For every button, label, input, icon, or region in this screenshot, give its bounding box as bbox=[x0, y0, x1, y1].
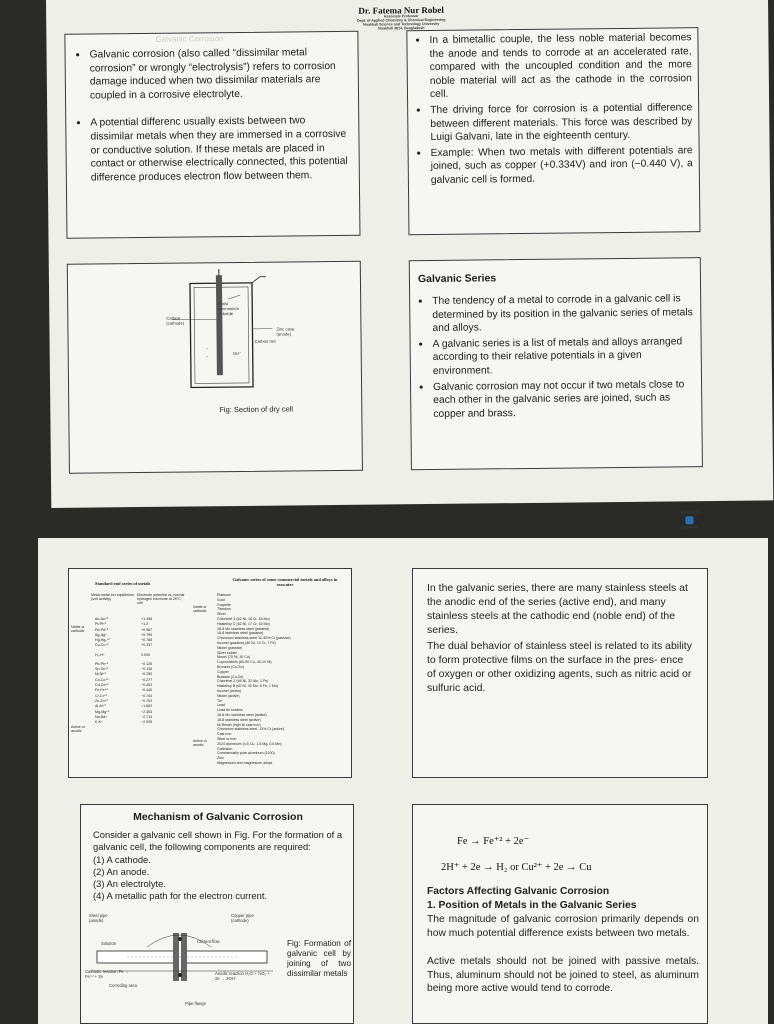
emf-row bbox=[95, 653, 189, 657]
label-ammonium-paste: Moist ammonium chloride bbox=[218, 301, 239, 317]
emf-metal: Pt-Pt⁺² bbox=[95, 622, 107, 627]
bullet-definition: • Galvanic corrosion (also called “dissimilar metal corrosion” or wrongly “electrolysis”) refers to corrosion damage induced when two dissimilar materials are coupled in a corrosive electrolyte. bbox=[76, 46, 351, 103]
series-row: Steel or iron bbox=[217, 736, 237, 741]
series-row: Chlorimet 3 (62 Ni, 18 Cr, 18 Mo) bbox=[217, 616, 270, 621]
emf-metal: Ag-Ag⁺ bbox=[95, 632, 107, 637]
series-row: 18-8 stainless steel (passive) bbox=[217, 631, 264, 636]
scanned-page-top bbox=[46, 0, 773, 529]
component-metallic-path: (4) A metallic path for the electron current. bbox=[93, 890, 268, 901]
factors-heading: Factors Affecting Galvanic Corrosion bbox=[427, 886, 610, 897]
series-row: Silver solder bbox=[217, 650, 237, 655]
series-noble-label: Noble or cathodic bbox=[193, 605, 207, 614]
emf-potential: −2.363 bbox=[141, 709, 153, 714]
emf-potential: +0.987 bbox=[141, 627, 153, 632]
series-row: Chromium stainless steel 11-30% Cr (passive) bbox=[217, 636, 291, 641]
emf-row bbox=[95, 720, 189, 724]
bullet-series-list: • A galvanic series is a list of metals and alloys arranged according to their relative potentials in a given environment. bbox=[419, 335, 695, 379]
emf-row bbox=[95, 643, 189, 647]
series-active-label: Active or anodic bbox=[193, 739, 207, 748]
dry-cell-caption: Fig: Section of dry cell bbox=[219, 404, 294, 415]
series-row: Lead bbox=[217, 703, 225, 708]
series-row: Ni-Resist (high Ni cast iron) bbox=[217, 722, 261, 727]
emf-row bbox=[95, 672, 189, 676]
emf-potential: −0.763 bbox=[141, 698, 153, 703]
emf-metal: Hg-Hg₂⁺² bbox=[95, 638, 110, 643]
bullet-anode-cathode: • In a bimetallic couple, the less noble material becomes the anode and tends to corrode at an accelerated rate, compared with the uncoupled condition and the more noble material will act as the cathode in the corrosion cell. bbox=[415, 31, 692, 102]
emf-metal: Ni-Ni⁺² bbox=[95, 672, 107, 677]
scanner-logo-icon bbox=[685, 517, 693, 525]
emf-row bbox=[95, 683, 189, 687]
author-address: Noakhali 3814, Bangladesh bbox=[378, 25, 425, 31]
slide-galvanic-series bbox=[409, 257, 703, 470]
series-row: Magnesium and magnesium alloys bbox=[217, 760, 273, 765]
author-department: Dept. of Applied Chemistry & Chemical Engineering bbox=[357, 18, 446, 23]
emf-active-label: Active or anodic bbox=[71, 725, 85, 734]
emf-metal: Zn-Zn⁺² bbox=[95, 698, 108, 703]
emf-row bbox=[95, 622, 189, 626]
emf-row bbox=[95, 662, 189, 666]
author-name: Dr. Fatema Nur Robel bbox=[358, 4, 444, 16]
scanned-page-bottom bbox=[38, 538, 768, 1024]
series-row: Silver bbox=[217, 612, 226, 617]
emf-header-metal: Metal-metal ion equilibrium (unit activity) bbox=[91, 593, 134, 602]
stainless-para-2: The dual behavior of stainless steel is related to its ability to form protective films on the surface in the pres- ence of oxygen or other oxidizing agents, such as nitric acid or sulfuric acid. bbox=[427, 640, 692, 694]
bullet-tendency: • The tendency of a metal to corrode in a galvanic cell is determined by its position in the galvanic series of metals and alloys. bbox=[418, 292, 694, 336]
author-university: Noakhali Science and Technology University bbox=[363, 21, 440, 27]
label-steel-anode: Steel pipe (anode) bbox=[89, 913, 108, 923]
series-row: Monel (70 Ni, 30 Cu) bbox=[217, 655, 251, 660]
emf-metal: K-K⁺ bbox=[95, 720, 103, 725]
series-row: Zinc bbox=[217, 756, 224, 761]
emf-metal: Cr-Cr⁺³ bbox=[95, 693, 107, 698]
series-row: Brasses (Cu-Zn) bbox=[217, 674, 244, 679]
stainless-para-1: In the galvanic series, there are many stainless steels at the anodic end of the series (active end), and many stainless steels at the cathodic end (noble end) of the series. bbox=[427, 582, 688, 636]
author-title: Associate Professor bbox=[383, 14, 419, 19]
emf-metal: Cd-Cd⁺² bbox=[95, 683, 109, 688]
emf-metal: H₂-H⁺ bbox=[95, 652, 105, 657]
slide-galvanic-definition bbox=[64, 31, 360, 239]
series-row: Graphite bbox=[217, 602, 231, 607]
label-corroding-area: Corroding area bbox=[109, 983, 137, 988]
mechanism-intro: Consider a galvanic cell shown in Fig. For the formation of a galvanic cell, the following components are required: bbox=[93, 829, 343, 852]
series-row: Nickel (active) bbox=[217, 693, 240, 698]
series-row: 18-8 Mo stainless steel (passive) bbox=[217, 626, 270, 631]
label-copper-cathode: Copper pipe (cathode) bbox=[231, 913, 254, 923]
slide-dry-cell bbox=[67, 261, 363, 474]
emf-row bbox=[95, 699, 189, 703]
emf-row bbox=[95, 688, 189, 692]
emf-potential: +1.2 bbox=[141, 622, 149, 627]
series-row: Inconel (active) bbox=[217, 688, 242, 693]
position-heading: 1. Position of Metals in the Galvanic Series bbox=[427, 900, 637, 911]
emf-potential: −0.744 bbox=[141, 693, 153, 698]
bullet-potential: • A potential differenc usually exists between two dissimilar metals when they are immersed in a corrosive or conductive solution. If these metals are placed in contact or otherwise electrically connected, this potential difference produces electron flow between them. bbox=[76, 114, 351, 185]
series-row: Titanium bbox=[217, 607, 231, 612]
active-passive-paragraph: Active metals should not be joined with passive metals. Thus, aluminum should not be joined to steel, as aluminum being more active would tend to corrode. bbox=[427, 956, 699, 995]
emf-potential: +0.799 bbox=[141, 632, 153, 637]
label-solution: Solution bbox=[101, 941, 117, 946]
emf-row bbox=[95, 638, 189, 642]
label-current-flow: Current flow bbox=[197, 939, 220, 944]
series-row: Tin bbox=[217, 698, 222, 703]
galvanic-series-rows bbox=[217, 593, 349, 766]
galvanic-series-title: Galvanic Series bbox=[417, 272, 497, 286]
label-anodic-reaction: Anodic reaction H₂O + ½O₂ + 2e → 2OH⁻ bbox=[215, 971, 270, 981]
author-header bbox=[341, 6, 461, 32]
emf-potential: −0.440 bbox=[141, 688, 153, 693]
emf-potential: 0.000 bbox=[141, 652, 150, 657]
emf-potential: −0.126 bbox=[141, 661, 153, 666]
emf-metal: Cu-Cu⁺² bbox=[95, 643, 109, 648]
series-row: Cast iron bbox=[217, 732, 232, 737]
emf-metal: Na-Na⁺ bbox=[95, 714, 108, 719]
pipe-diagram-caption: Fig: Formation of galvanic cell by joining of two dissimilar metals bbox=[287, 939, 351, 978]
series-row: Chromium stainless steel, 13% Cr (active) bbox=[217, 727, 284, 732]
emf-row bbox=[95, 633, 189, 637]
svg-text:→: → bbox=[204, 353, 209, 359]
emf-table-rows bbox=[95, 617, 189, 725]
series-row: Cadmium bbox=[217, 746, 233, 751]
emf-metal: Co-Co⁺² bbox=[95, 677, 109, 682]
label-carbon-cathode: Carbon (cathode) bbox=[166, 315, 185, 326]
slide-stainless-steel bbox=[412, 568, 708, 778]
component-anode: (2) An anode. bbox=[93, 866, 150, 877]
emf-potential: −0.250 bbox=[141, 672, 153, 677]
series-row: Platinum bbox=[217, 593, 231, 597]
emf-metal: Pd-Pd⁺² bbox=[95, 627, 109, 632]
emf-potential: +0.788 bbox=[141, 638, 153, 643]
emf-table-title: Standard emf series of metals bbox=[95, 581, 151, 586]
emf-metal: Au-Au⁺³ bbox=[95, 617, 109, 621]
emf-row bbox=[95, 628, 189, 632]
magnitude-paragraph: The magnitude of galvanic corrosion primarily depends on how much potential difference exists between two metals. bbox=[427, 914, 699, 939]
label-hydroxide: OH⁻ bbox=[232, 350, 242, 357]
emf-metal: Sn-Sn⁺² bbox=[95, 667, 109, 672]
iron-oxidation-equation: Fe → Fe⁺² + 2e⁻ bbox=[457, 836, 530, 847]
emf-header-potential: Electrode potential vs. normal hydrogen electrode at 25°C, volt bbox=[137, 593, 185, 606]
slide-factors bbox=[412, 804, 708, 1024]
faint-slide-title: Galvanic Corrosion bbox=[155, 34, 224, 44]
emf-potential: −0.403 bbox=[141, 683, 153, 688]
emf-metal: Fe-Fe⁺² bbox=[95, 688, 108, 693]
cathode-reaction-equation: 2H⁺ + 2e → H₂ or Cu²⁺ + 2e → Cu bbox=[441, 862, 592, 873]
emf-potential: −2.714 bbox=[141, 714, 153, 719]
series-row: 18-8 stainless steel (active) bbox=[217, 717, 261, 722]
emf-row bbox=[95, 617, 189, 621]
emf-row bbox=[95, 704, 189, 708]
galvanic-pipe-diagram bbox=[87, 917, 277, 1003]
series-row: Bronzes (Cu-Sn) bbox=[217, 664, 244, 669]
series-row: Inconel (passive) (80 Ni, 13 Cr, 7 Fe) bbox=[217, 640, 276, 645]
emf-potential: −0.136 bbox=[141, 667, 153, 672]
scanner-stamp: Scanned with CamScanner bbox=[680, 510, 699, 529]
bullet-example: • Example: When two metals with different potentials are joined, such as copper (+0.334V) and iron (−0.440 V), a galvanic cell is formed. bbox=[417, 144, 693, 188]
series-row: Gold bbox=[217, 597, 225, 602]
emf-potential: +1.498 bbox=[141, 617, 153, 621]
series-row: Hastelloy C (62 Ni, 17 Cr, 15 Mo) bbox=[217, 621, 270, 626]
series-row: Nickel (passive) bbox=[217, 645, 243, 650]
component-cathode: (1) A cathode. bbox=[93, 854, 151, 865]
svg-text:→: → bbox=[204, 345, 209, 351]
label-cathodic-reaction: Cathodic reaction Fe → Fe⁺² + 2e bbox=[85, 969, 129, 979]
emf-row bbox=[95, 715, 189, 719]
slide-mechanism bbox=[80, 804, 354, 1024]
emf-row bbox=[95, 694, 189, 698]
series-row: 18-8 Mo stainless steel (active) bbox=[217, 712, 267, 717]
emf-metal: Pb-Pb⁺² bbox=[95, 661, 109, 666]
label-carbon-rod: Carbon rod bbox=[254, 338, 276, 344]
series-row: Cupronickels (60-90 Cu, 40-10 Ni) bbox=[217, 660, 272, 665]
emf-noble-label: Noble or cathodic bbox=[71, 625, 85, 634]
mechanism-title: Mechanism of Galvanic Corrosion bbox=[133, 811, 303, 823]
series-row: Copper bbox=[217, 669, 229, 674]
series-row: Commercially pure aluminum (1100) bbox=[217, 751, 275, 756]
bullet-close-metals: • Galvanic corrosion may not occur if two metals close to each other in the galvanic series are joined, such as copper and brass. bbox=[419, 378, 695, 422]
label-zinc-anode: Zinc case (anode) bbox=[276, 326, 295, 337]
component-electrolyte: (3) An electrolyte. bbox=[93, 878, 166, 889]
slide-emf-tables bbox=[68, 568, 352, 778]
bullet-driving-force: • The driving force for corrosion is a potential difference between different materials. This force was described by Luigi Galvani, late in the eighteenth century. bbox=[416, 101, 692, 145]
series-table-title: Galvanic series of some commercial metals and alloys in seawater bbox=[232, 577, 338, 587]
series-row: Chlorimet 2 (66 Ni, 32 Mo, 1 Fe) bbox=[217, 679, 269, 684]
emf-potential: +0.337 bbox=[141, 643, 153, 648]
label-pipe-flange: Pipe flange bbox=[185, 1001, 206, 1006]
slide-bimetallic-couple bbox=[406, 27, 700, 235]
emf-potential: −2.925 bbox=[141, 720, 153, 725]
emf-metal: Al-Al⁺³ bbox=[95, 704, 106, 709]
series-row: Hastelloy B (60 Ni, 30 Mo, 6 Fe, 1 Mn) bbox=[217, 684, 279, 689]
emf-row bbox=[95, 710, 189, 714]
emf-potential: −1.662 bbox=[141, 704, 153, 709]
emf-row bbox=[95, 678, 189, 682]
series-row: 2024 aluminum (4.5 Cu, 1.5 Mg, 0.6 Mn) bbox=[217, 741, 282, 746]
emf-potential: −0.277 bbox=[141, 677, 153, 682]
emf-metal: Mg-Mg⁺² bbox=[95, 709, 110, 714]
emf-row bbox=[95, 667, 189, 671]
series-row: Lead-tin solders bbox=[217, 708, 243, 713]
